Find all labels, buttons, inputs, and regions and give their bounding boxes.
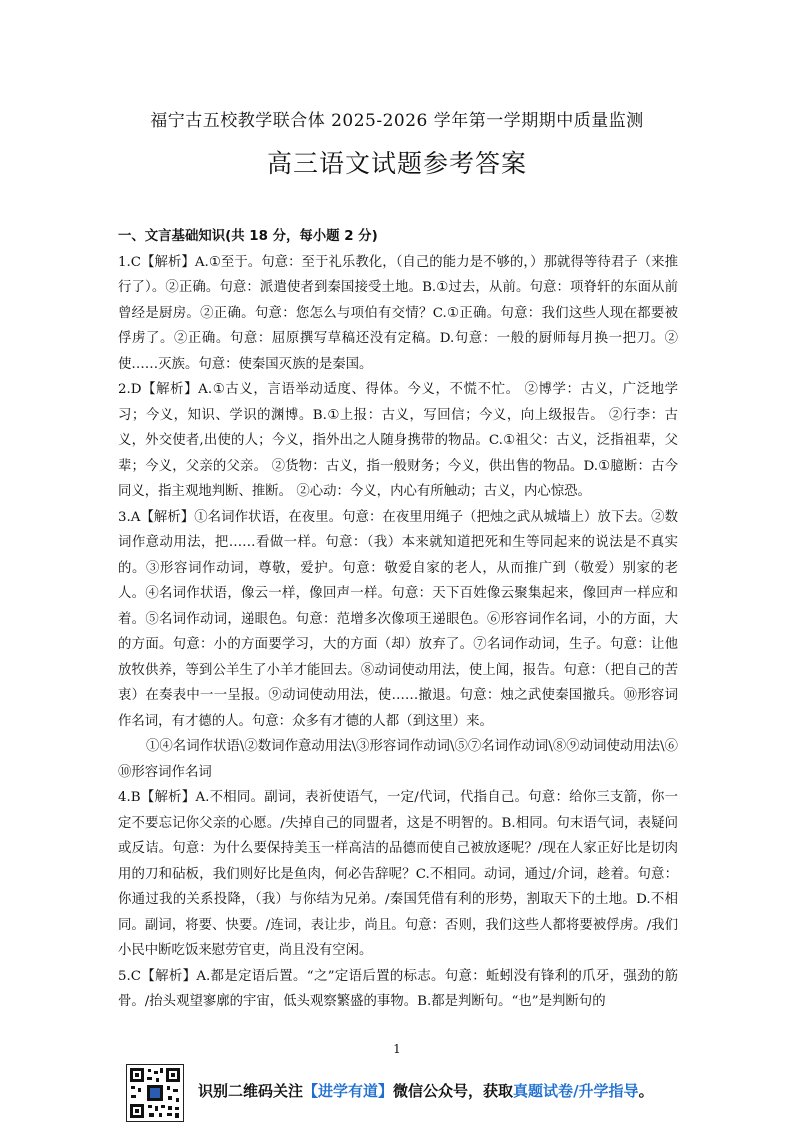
footer-brand[interactable]: 【进学有道】 — [303, 1082, 394, 1100]
answer-key-title: 高三语文试题参考答案 — [266, 149, 527, 178]
exam-title: 福宁古五校教学联合体 2025-2026 学年第一学期期中质量监测 — [150, 111, 644, 131]
footer-link-guidance[interactable]: 升学指导 — [578, 1082, 639, 1100]
answer-1: 1.C【解析】A.①至于。句意：至于礼乐教化，（自己的能力是不够的，）那就得等待君子（来推行了）。②正确。句意：派遣使者到秦国接受土地。B.①过去，从前。句意：项脊轩的东面从前曾经是厨房。②正确。句意：您怎么与项伯有交情？C.①正确。句意：我们这些人现在都要被俘虏了。②正确。句意：屈原撰写草稿还没有定稿。D.句意：一般的厨师每月换一把刀。②使……灭族。句意：使秦国灭族的是秦国。 — [118, 254, 678, 372]
section-title: 一、文言基础知识(共 18 分，每小题 2 分) — [118, 229, 378, 244]
answer-content — [118, 224, 678, 1015]
footer-link-exams[interactable]: 真题试卷 — [513, 1082, 574, 1100]
qr-code-icon[interactable] — [126, 1064, 184, 1122]
answer-3: 3.A【解析】①名词作状语，在夜里。句意：在夜里用绳子（把烛之武从城墙上）放下去。②数词作意动用法，把……看做一样。句意：（我）本来就知道把死和生等同起来的说法是不真实的。③形容词作动词，尊敬，爱护。句意：敬爱自家的老人，从而推广到（敬爱）别家的老人。④名词作状语，像云一样，像回声一样。句意：天下百姓像云聚集起来，像回声一样应和着。⑤名词作动词，递眼色。句意：范增多次像项王递眼色。⑥形容词作名词，小的方面，大的方面。句意：小的方面要学习，大的方面（却）放弃了。⑦名词作动词，生子。句意：让他放牧供养，等到公羊生了小羊才能回去。⑧动词使动用法，使上闻，报告。句意：（把自己的苦衷）在奏表中一一呈报。⑨动词使动用法，使……撤退。句意：烛之武使秦国撤兵。⑩形容词作名词，有才德的人。句意：众多有才德的人都（到这里）来。 — [118, 509, 678, 729]
footer-text-middle: 微信公众号，获取 — [393, 1082, 514, 1100]
footer-text-before: 识别二维码关注 — [198, 1082, 304, 1100]
answer-5: 5.C【解析】A.都是定语后置。“之”定语后置的标志。句意：蚯蚓没有锋利的爪牙，强劲的筋骨。/抬头观望寥廓的宇宙，低头观察繁盛的事物。B.都是判断句。“也”是判断句的 — [118, 968, 678, 1009]
footer-text-end: 。 — [638, 1082, 654, 1100]
answer-3-summary: ①④名词作状语\②数词作意动用法\③形容词作动词\⑤⑦名词作动词\⑧⑨动词使动用法\⑥⑩形容词作名词 — [118, 739, 678, 780]
answer-4: 4.B【解析】A.不相同。副词，表祈使语气，一定/代词，代指自己。句意：给你三支箭，你一定不要忘记你父亲的心愿。/失掉自己的同盟者，这是不明智的。B.相同。句末语气词，表疑问或反诘。句意：为什么要保持美玉一样高洁的品德而使自己被放逐呢？/现在人家正好比是切肉用的刀和砧板，我们则好比是鱼肉，何必告辞呢？C.不相同。动词，通过/介词，趁着。句意：你通过我的关系投降，（我）与你结为兄弟。/秦国凭借有利的形势，割取天下的土地。D.不相同。副词，将要、快要。/连词，表让步，尚且。句意：否则，我们这些人都将要被俘虏。/我们小民中断吃饭来慰劳官吏，尚且没有空闲。 — [118, 790, 678, 958]
footer-slash: / — [573, 1082, 579, 1100]
answer-2: 2.D【解析】A.①古义，言语举动适度、得体。今义，不慌不忙。 ②博学：古义，广泛地学习；今义，知识、学识的渊博。B.①上报：古义，写回信；今义，向上级报告。 ②行李：古义，外交使者,出使的人；今义，指外出之人随身携带的物品。C.①祖父：古义，泛指祖辈，父辈；今义，父亲的父亲。 ②货物：古义，指一般财务；今义，供出售的物品。D.①臆断：古今同义，指主观地判断、推断。 ②心动：今义，内心有所触动；古义，内心惊恐。 — [118, 382, 678, 499]
footer-promo-text — [198, 1080, 654, 1101]
footer-banner — [126, 1064, 686, 1120]
page-number: 1 — [393, 1042, 401, 1056]
